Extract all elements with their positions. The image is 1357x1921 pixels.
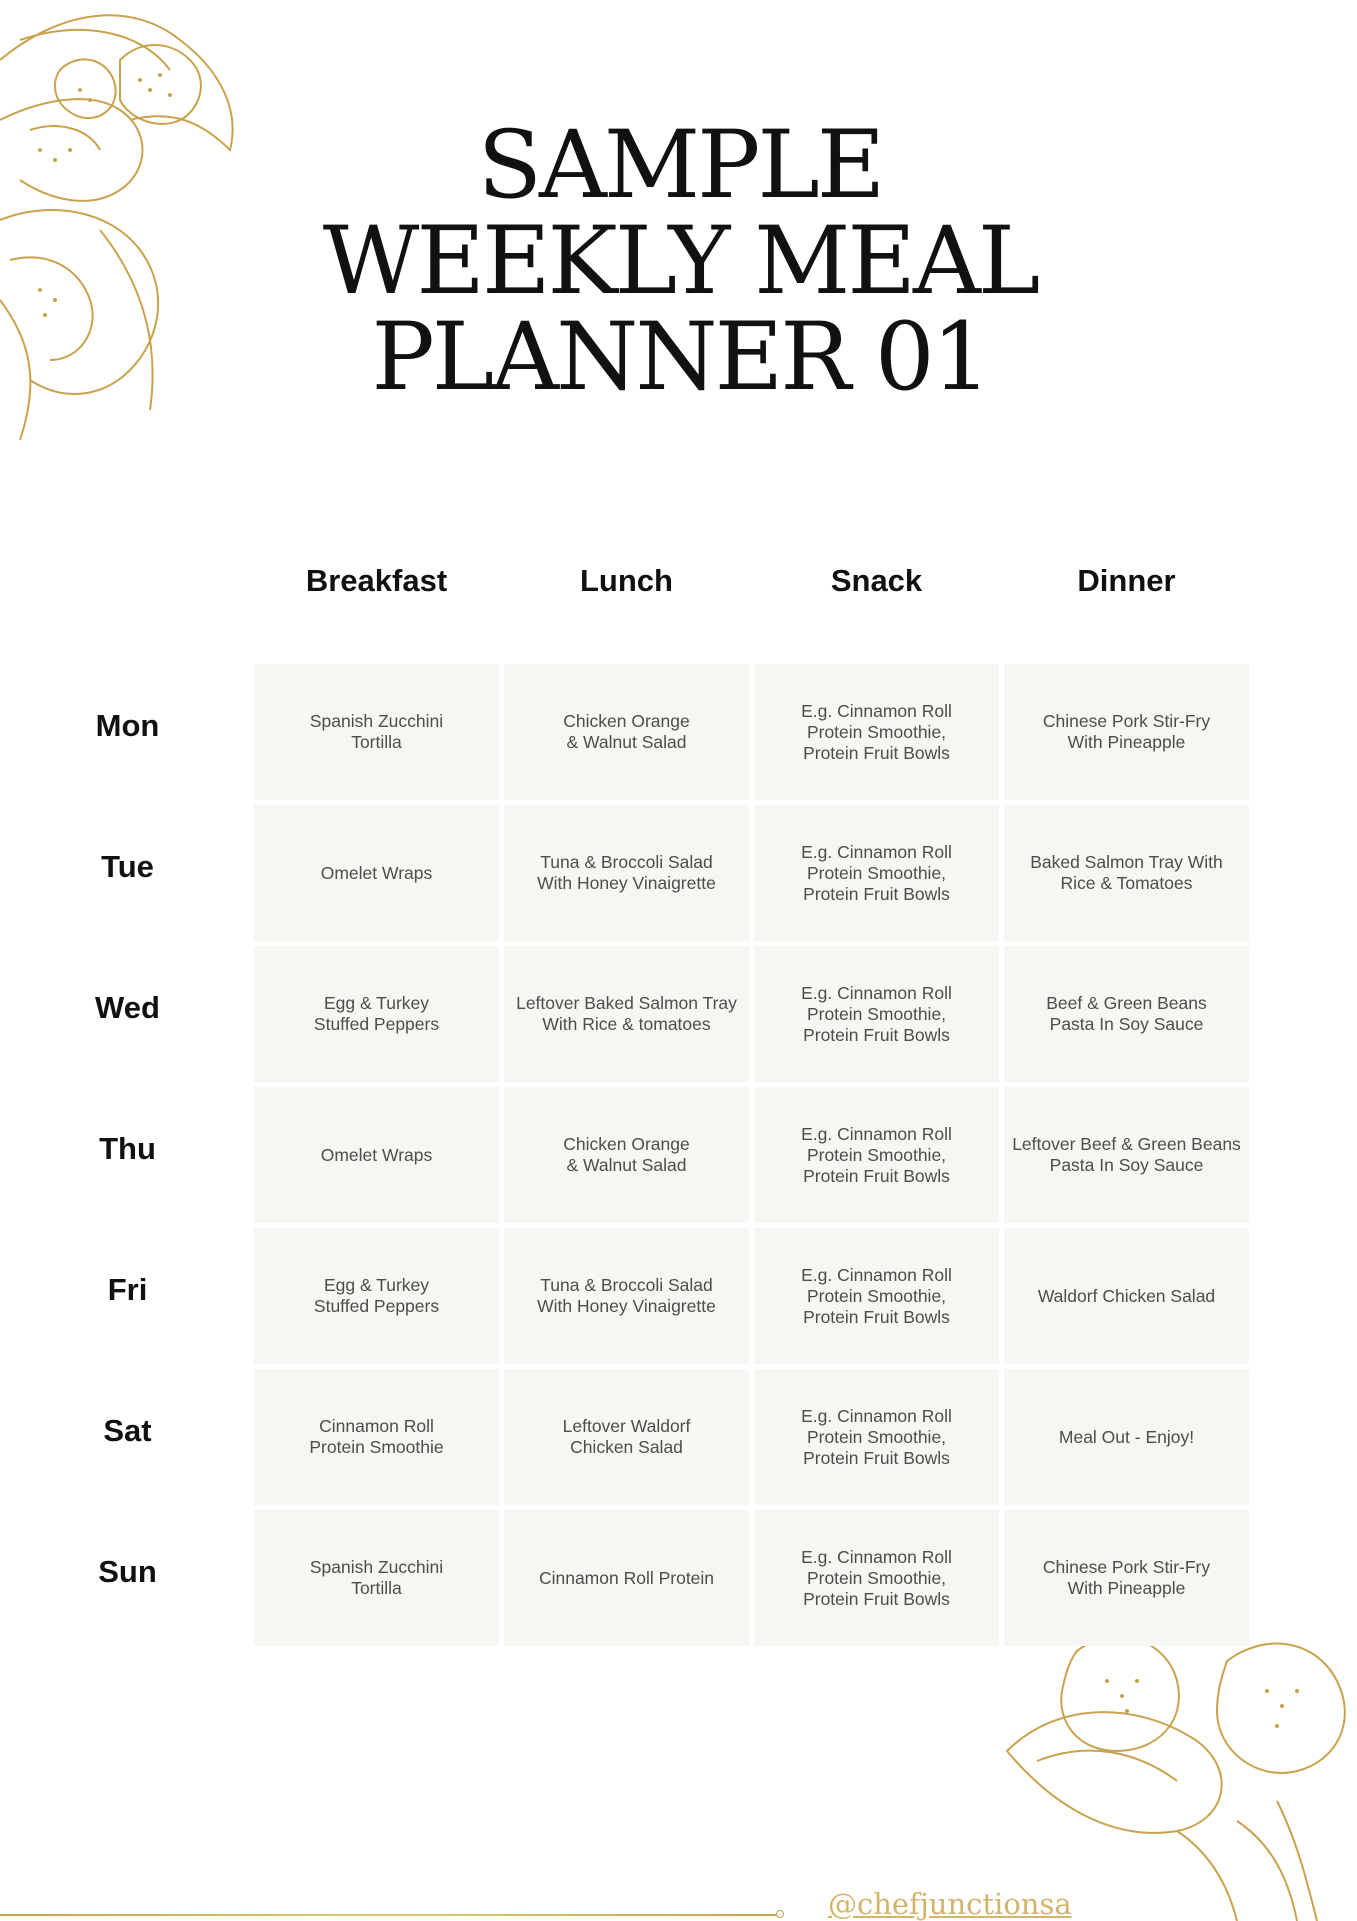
meal-grid <box>254 664 1252 1644</box>
column-header-dinner: Dinner <box>1077 563 1176 598</box>
footer-divider <box>0 1914 780 1916</box>
day-label-mon: Mon <box>95 708 160 743</box>
column-header-snack: Snack <box>830 563 923 598</box>
meal-cell: E.g. Cinnamon Roll Protein Smoothie, Protein Fruit Bowls <box>754 664 999 800</box>
column-header-breakfast: Breakfast <box>305 563 448 598</box>
day-label-sun: Sun <box>98 1554 157 1589</box>
day-label-tue: Tue <box>101 849 154 884</box>
meal-cell: Chicken Orange & Walnut Salad <box>504 664 749 800</box>
meal-cell: Omelet Wraps <box>254 1087 499 1223</box>
day-label-sat: Sat <box>103 1413 152 1448</box>
social-handle-link[interactable]: @chefjunctionsa <box>828 1887 1072 1921</box>
meal-cell: Cinnamon Roll Protein Smoothie <box>254 1369 499 1505</box>
meal-cell: E.g. Cinnamon Roll Protein Smoothie, Protein Fruit Bowls <box>754 946 999 1082</box>
meal-cell: Egg & Turkey Stuffed Peppers <box>254 1228 499 1364</box>
meal-cell: Leftover Beef & Green Beans Pasta In Soy Sauce <box>1004 1087 1249 1223</box>
meal-cell: E.g. Cinnamon Roll Protein Smoothie, Protein Fruit Bowls <box>754 1087 999 1223</box>
day-label-wed: Wed <box>95 990 160 1025</box>
footer-divider-end-icon <box>776 1910 784 1918</box>
title-line: WEEKLY MEAL <box>322 207 1038 316</box>
meal-cell: Baked Salmon Tray With Rice & Tomatoes <box>1004 805 1249 941</box>
title-line: SAMPLE <box>477 111 883 220</box>
day-label-thu: Thu <box>99 1131 156 1166</box>
meal-cell: E.g. Cinnamon Roll Protein Smoothie, Protein Fruit Bowls <box>754 805 999 941</box>
meal-cell: Spanish Zucchini Tortilla <box>254 1510 499 1646</box>
meal-cell: Omelet Wraps <box>254 805 499 941</box>
title-line: PLANNER 01 <box>371 303 989 412</box>
meal-cell: Tuna & Broccoli Salad With Honey Vinaigrette <box>504 805 749 941</box>
meal-cell: E.g. Cinnamon Roll Protein Smoothie, Protein Fruit Bowls <box>754 1369 999 1505</box>
meal-cell: Chinese Pork Stir-Fry With Pineapple <box>1004 1510 1249 1646</box>
meal-cell: Beef & Green Beans Pasta In Soy Sauce <box>1004 946 1249 1082</box>
meal-cell: Chicken Orange & Walnut Salad <box>504 1087 749 1223</box>
meal-cell: Egg & Turkey Stuffed Peppers <box>254 946 499 1082</box>
column-header-lunch: Lunch <box>580 563 673 598</box>
meal-cell: Waldorf Chicken Salad <box>1004 1228 1249 1364</box>
meal-cell: Cinnamon Roll Protein <box>504 1510 749 1646</box>
meal-cell: Leftover Baked Salmon Tray With Rice & tomatoes <box>504 946 749 1082</box>
page-title <box>180 111 1180 412</box>
meal-cell: E.g. Cinnamon Roll Protein Smoothie, Protein Fruit Bowls <box>754 1510 999 1646</box>
meal-cell: E.g. Cinnamon Roll Protein Smoothie, Protein Fruit Bowls <box>754 1228 999 1364</box>
meal-cell: Tuna & Broccoli Salad With Honey Vinaigrette <box>504 1228 749 1364</box>
meal-cell: Meal Out - Enjoy! <box>1004 1369 1249 1505</box>
meal-cell: Chinese Pork Stir-Fry With Pineapple <box>1004 664 1249 800</box>
meal-cell: Leftover Waldorf Chicken Salad <box>504 1369 749 1505</box>
meal-cell: Spanish Zucchini Tortilla <box>254 664 499 800</box>
day-label-fri: Fri <box>107 1272 148 1307</box>
